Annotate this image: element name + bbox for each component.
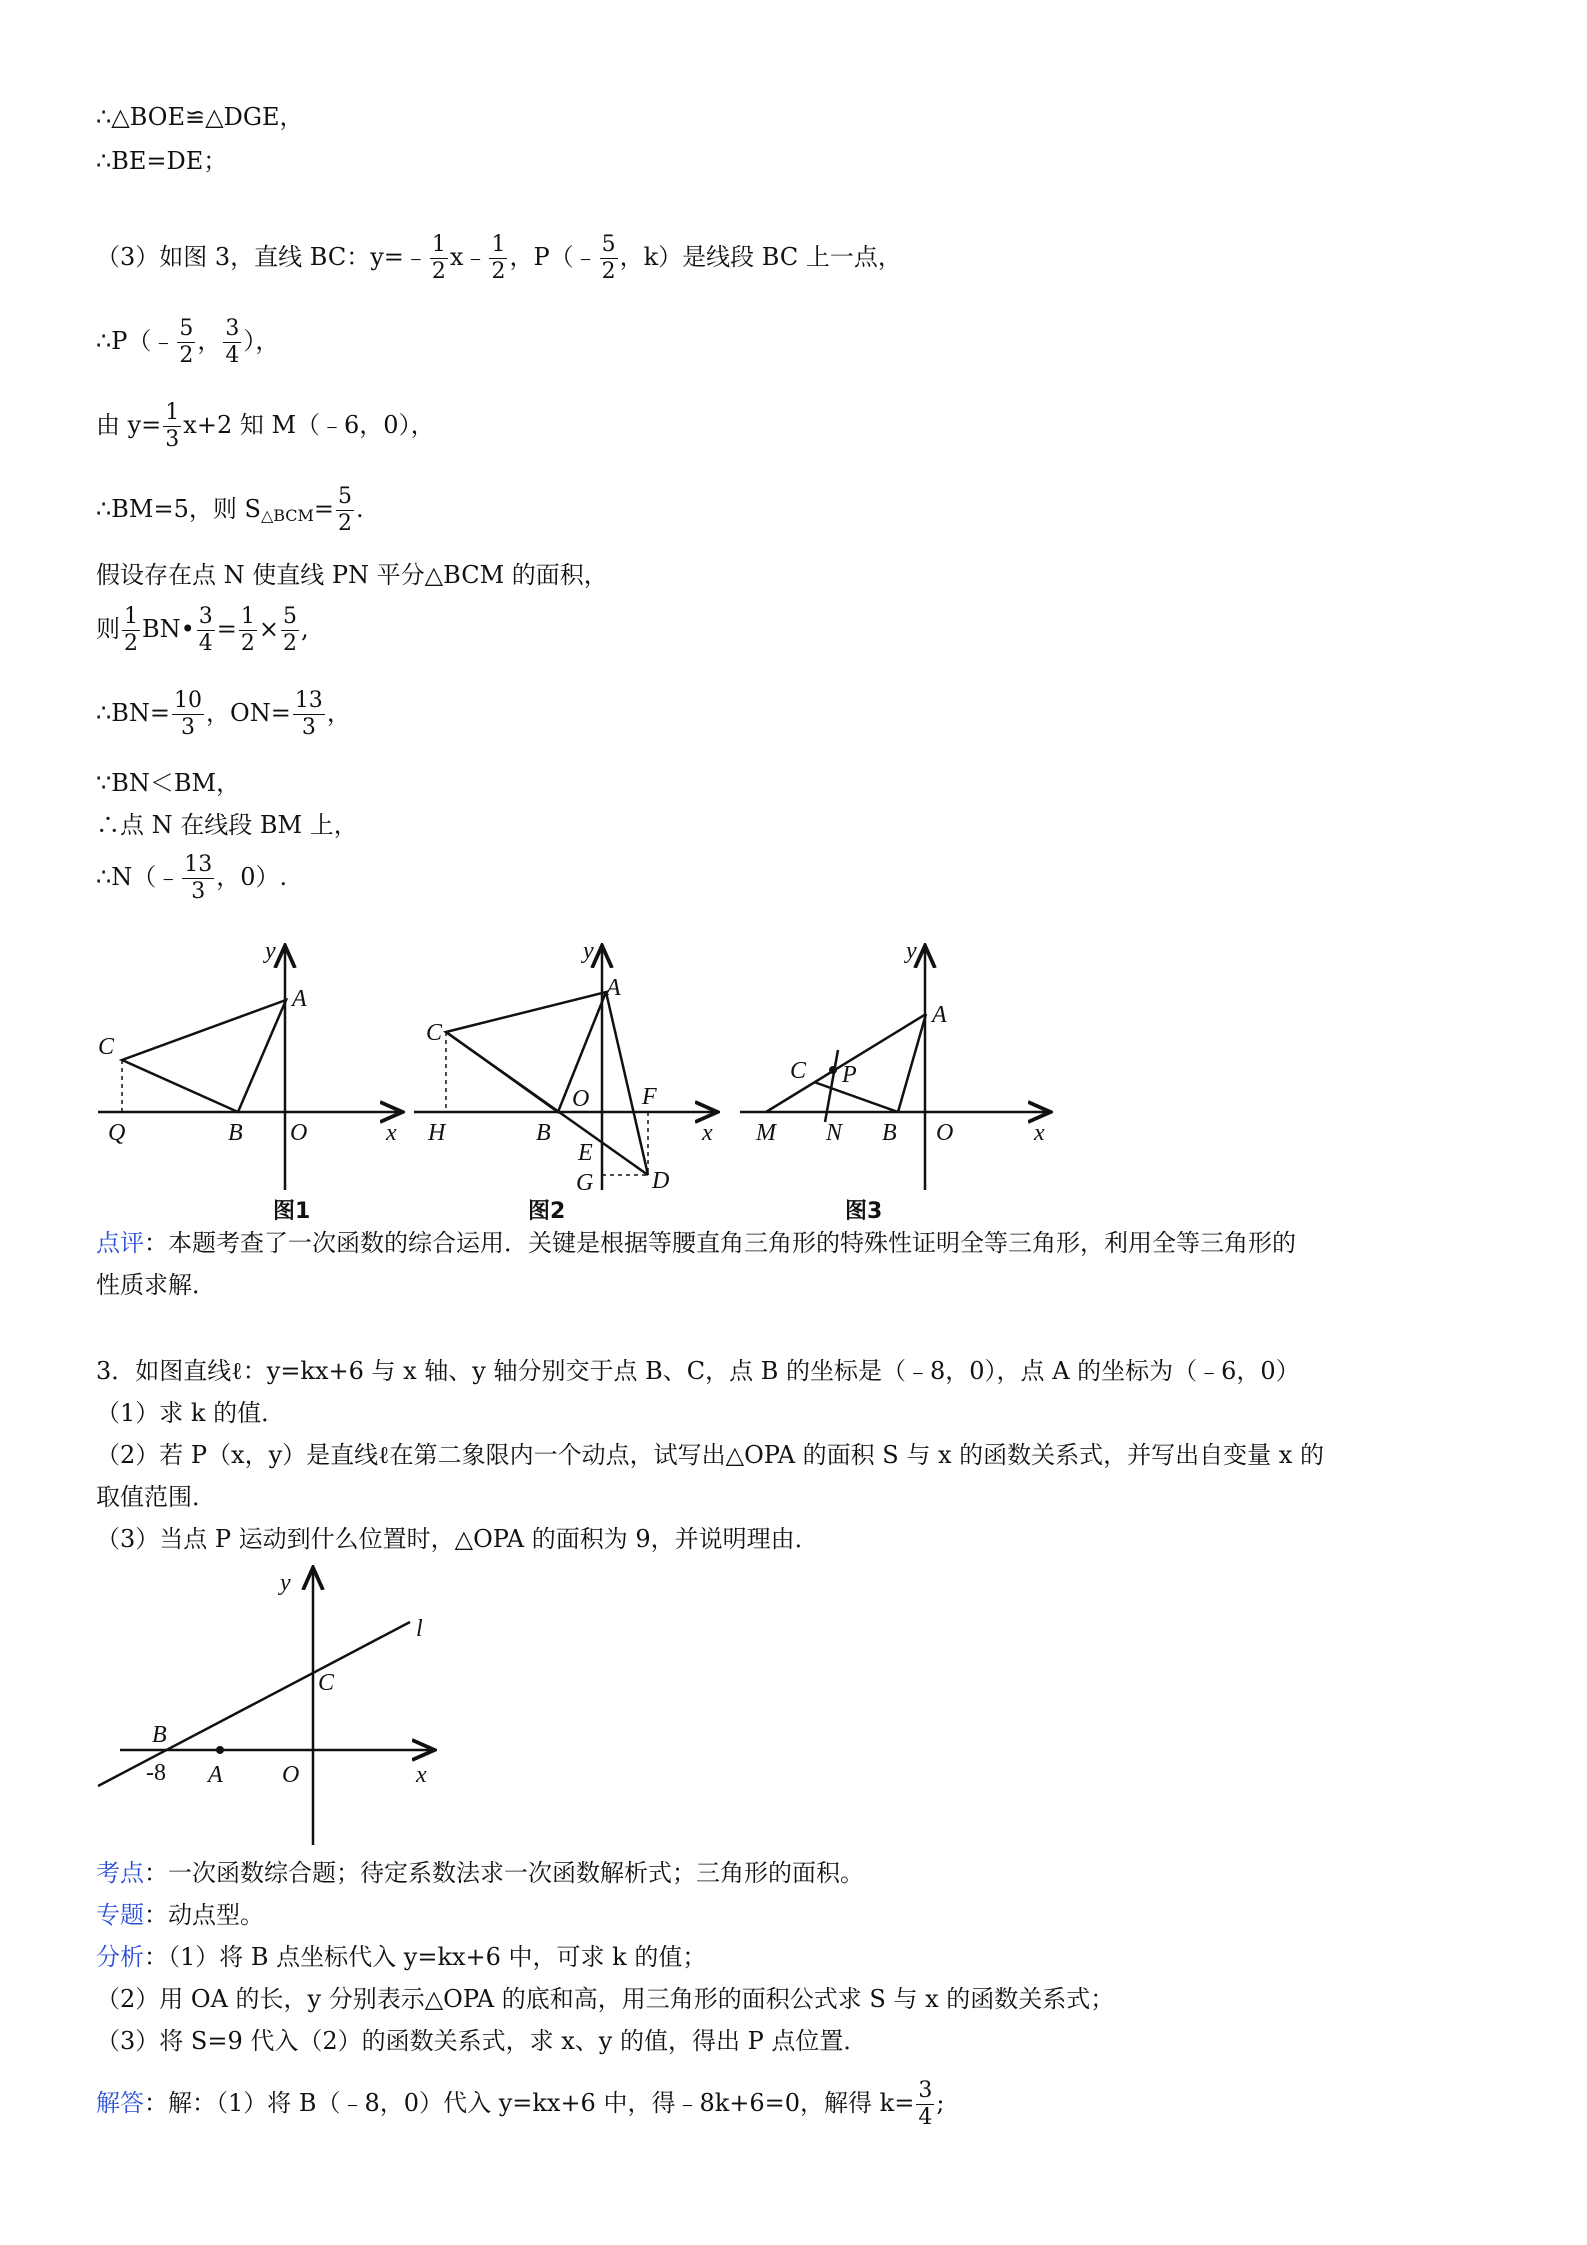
fraction: $\frac{5}{2}$ xyxy=(338,484,353,536)
fraction: $\frac{5}{2}$ xyxy=(179,316,194,368)
fig2-O-label: O xyxy=(572,1086,590,1112)
solution-line: ∴BN= $\frac{10}{3}$ ，ON= $\frac{13}{3}$ ， xyxy=(96,688,351,740)
fig2-G-label: G xyxy=(576,1170,594,1196)
fig3-x-label: x xyxy=(1034,1120,1045,1146)
fig1-B-label: B xyxy=(228,1120,243,1146)
comment-label: 点评 xyxy=(96,1229,144,1257)
problem-stem: 3．如图直线ℓ：y=kx+6 与 x 轴、y 轴分别交于点 B、C，点 B 的坐标是（﹣8，0），点 A 的坐标为（﹣6，0） xyxy=(96,1357,1300,1385)
fenxi-line: （3）将 S=9 代入（2）的函数关系式，求 x、y 的值，得出 P 点位置． xyxy=(96,2027,868,2055)
fig1-A-label: A xyxy=(292,986,307,1012)
p3-x-label: x xyxy=(416,1762,427,1788)
zhuanti-line: 专题：动点型。 xyxy=(96,1901,264,1929)
fig2-E-label: E xyxy=(578,1140,593,1166)
fig3-N-label: N xyxy=(826,1120,843,1146)
jieda-label: 解答 xyxy=(96,2089,144,2117)
fraction: $\frac{1}{2}$ xyxy=(431,232,446,284)
solution-line: 则 $\frac{1}{2}$ BN• $\frac{3}{4}$ = $\frac{1}{2}$ × $\frac{5}{2}$ , xyxy=(96,604,309,656)
p3-l-label: l xyxy=(416,1616,423,1642)
p3-minus8-label: -8 xyxy=(146,1760,166,1786)
fig3-y-label: y xyxy=(906,938,917,964)
fraction: $\frac{13}{3}$ xyxy=(184,852,213,904)
fig2-H-label: H xyxy=(428,1120,446,1146)
figure-1 xyxy=(98,948,400,1190)
fig1-O-label: O xyxy=(290,1120,308,1146)
fig3-B-label: B xyxy=(882,1120,897,1146)
problem3-figure xyxy=(0,1560,500,1860)
zhuanti-label: 专题 xyxy=(96,1901,144,1929)
fraction: $\frac{1}{2}$ xyxy=(124,604,138,656)
figure-3 xyxy=(740,948,1048,1190)
fig2-C-label: C xyxy=(426,1020,443,1046)
fig3-P-label: P xyxy=(842,1062,857,1088)
solution-line: ∵BN＜BM， xyxy=(96,769,241,797)
text-line: ∴△BOE≌△DGE， xyxy=(96,103,304,131)
p3-y-label: y xyxy=(280,1570,291,1596)
fig2-x-label: x xyxy=(702,1120,713,1146)
comment-line: 点评：本题考查了一次函数的综合运用．关键是根据等腰直角三角形的特殊性证明全等三角形，利用全等三角形的 xyxy=(96,1229,1296,1257)
fig2-F-label: F xyxy=(642,1084,657,1110)
fraction: $\frac{1}{2}$ xyxy=(491,232,506,284)
fig1-caption: 图1 xyxy=(273,1199,311,1224)
fraction: $\frac{10}{3}$ xyxy=(174,688,203,740)
fraction: $\frac{5}{2}$ xyxy=(601,232,616,284)
fig2-A-label: A xyxy=(606,975,621,1001)
fig2-y-label: y xyxy=(583,938,594,964)
problem-question: 取值范围． xyxy=(96,1483,216,1511)
fig1-Q-label: Q xyxy=(108,1120,126,1146)
fig1-x-label: x xyxy=(386,1120,397,1146)
solution-line: 假设存在点 N 使直线 PN 平分△BCM 的面积， xyxy=(96,561,608,589)
fenxi-line: （2）用 OA 的长，y 分别表示△OPA 的底和高，用三角形的面积公式求 S 与 x 的函数关系式； xyxy=(96,1985,1115,2013)
fig3-O-label: O xyxy=(936,1120,954,1146)
kaodian-line: 考点：一次函数综合题；待定系数法求一次函数解析式；三角形的面积。 xyxy=(96,1859,864,1887)
fraction: $\frac{13}{3}$ xyxy=(294,688,323,740)
jieda-line: 解答：解：（1）将 B（﹣8，0）代入 y=kx+6 中，得﹣8k+6=0，解得 k= $\frac{3}{4}$ ; xyxy=(96,2078,945,2130)
fig3-M-label: M xyxy=(756,1120,776,1146)
fig2-caption: 图2 xyxy=(528,1199,566,1224)
p3-O-label: O xyxy=(282,1762,300,1788)
fraction: $\frac{1}{3}$ xyxy=(165,400,180,452)
solution-line: （3）如图 3，直线 BC：y=﹣ $\frac{1}{2}$ x﹣ $\frac{1}{2}$ ，P（﹣ $\frac{5}{2}$ ，k）是线段 BC 上一点， xyxy=(96,232,902,284)
problem-question: （2）若 P（x，y）是直线ℓ在第二象限内一个动点，试写出△OPA 的面积 S 与 x 的函数关系式，并写出自变量 x 的 xyxy=(96,1441,1324,1469)
comment-line: 性质求解． xyxy=(96,1271,216,1299)
solution-line: ∴点 N 在线段 BM 上， xyxy=(96,811,358,839)
p3-B-label: B xyxy=(152,1722,167,1748)
problem-question: （3）当点 P 运动到什么位置时，△OPA 的面积为 9，并说明理由． xyxy=(96,1525,819,1553)
solution-line: 由 y= $\frac{1}{3}$ x+2 知 M（﹣6，0）， xyxy=(96,400,435,452)
fenxi-line: 分析：（1）将 B 点坐标代入 y=kx+6 中，可求 k 的值； xyxy=(96,1943,707,1971)
fraction: $\frac{1}{2}$ xyxy=(240,604,255,656)
p3-A-label: A xyxy=(208,1762,223,1788)
solution-line: ∴N（﹣ $\frac{13}{3}$ ，0）. xyxy=(96,852,288,904)
figure-2 xyxy=(414,948,715,1190)
fig2-D-label: D xyxy=(652,1168,670,1194)
figures-1-2-3 xyxy=(0,930,1587,1230)
fig3-A-label: A xyxy=(932,1002,947,1028)
fenxi-label: 分析 xyxy=(96,1943,144,1971)
fraction: $\frac{5}{2}$ xyxy=(283,604,298,656)
solution-line: ∴P（﹣ $\frac{5}{2}$ ， $\frac{3}{4}$ ）， xyxy=(96,316,280,368)
fig3-C-label: C xyxy=(790,1058,807,1084)
fraction: $\frac{3}{4}$ xyxy=(198,604,213,656)
fig3-caption: 图3 xyxy=(845,1199,883,1224)
fraction: $\frac{3}{4}$ xyxy=(225,316,240,368)
solution-line: ∴BM=5，则 $S_{\triangle BCM}=$ $\frac{5}{2}$ . xyxy=(96,484,364,536)
kaodian-label: 考点 xyxy=(96,1859,144,1887)
fig2-B-label: B xyxy=(536,1120,551,1146)
fig1-y-label: y xyxy=(265,938,276,964)
fig1-C-label: C xyxy=(98,1034,115,1060)
problem-question: （1）求 k 的值． xyxy=(96,1399,286,1427)
p3-C-label: C xyxy=(318,1670,335,1696)
fraction: $\frac{3}{4}$ xyxy=(918,2078,933,2130)
text-line: ∴BE=DE； xyxy=(96,147,228,175)
